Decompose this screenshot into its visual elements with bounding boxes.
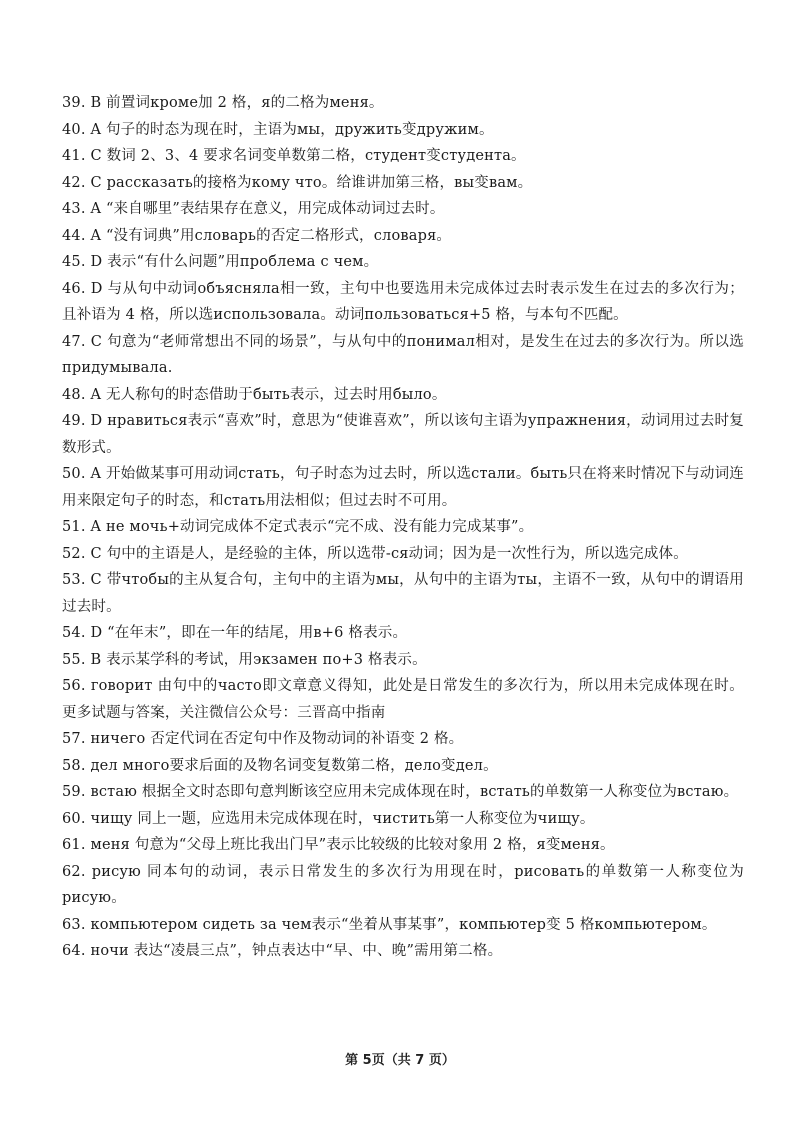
answer-item-51: 51. A не мочь+动词完成体不定式表示“完不成、没有能力完成某事”。 — [62, 519, 534, 535]
answer-item-46: 46. D 与从句中动词объясняла相一致，主句中也要选用未完成体过去时表示发生在过去的多次行为；且补语为 4 格，所以选использовала。动词пользоваться+5 格，与本句不匹配。 — [62, 280, 744, 323]
answer-item-59: 59. встаю 根据全文时态即句意判断该空应用未完成体现在时，встать的单数第一人称变位为встаю。 — [62, 784, 739, 800]
answer-item-63: 63. компьютером сидеть за чем表示“坐着从事某事”，компьютер变 5 格компьютером。 — [62, 916, 717, 933]
answer-item-44: 44. A “没有词典”用словарь的否定二格形式，словаря。 — [62, 227, 452, 244]
answer-item-49: 49. D нравиться表示“喜欢”时，意思为“使谁喜欢”，所以该句主语为упражнения，动词用过去时复数形式。 — [62, 413, 744, 456]
answer-item-39: 39. B 前置词кроме加 2 格，я的二格为меня。 — [62, 95, 384, 111]
answer-item-61: 61. меня 句意为“父母上班比我出门早”表示比较级的比较对象用 2 格，я变меня。 — [62, 837, 615, 853]
answer-item-60: 60. чищу 同上一题，应选用未完成体现在时，чистить第一人称变位为чищу。 — [62, 810, 595, 827]
answer-item-53: 53. C 带чтобы的主从复合句，主句中的主语为мы，从句中的主语为ты，主语不一致，从句中的谓语用过去时。 — [62, 572, 744, 615]
answer-item-47: 47. C 句意为“老师常想出不同的场景”，与从句中的понимал相对，是发生在过去的多次行为。所以选придумывала. — [62, 333, 744, 376]
page-number-footer: 第 5页（共 7 页） — [345, 1053, 455, 1068]
answer-item-58: 58. дел много要求后面的及物名词变复数第二格，дело变дел。 — [62, 757, 498, 774]
answer-item-43: 43. A “来自哪里”表结果存在意义，用完成体动词过去时。 — [62, 201, 445, 217]
answer-list — [62, 90, 744, 965]
answer-item-62: 62. рисую 同本句的动词，表示日常发生的多次行为用现在时，рисовать的单数第一人称变位为рисую。 — [62, 863, 744, 906]
answer-item-41: 41. C 数词 2、3、4 要求名词变单数第二格，студент变студента。 — [62, 148, 526, 164]
answer-item-48: 48. A 无人称句的时态借助于быть表示，过去时用было。 — [62, 386, 447, 403]
answer-item-56: 56. говорит 由句中的часто即文章意义得知，此处是日常发生的多次行为，所以用未完成体现在时。更多试题与答案，关注微信公众号：三晋高中指南 — [62, 678, 744, 721]
answer-item-50: 50. A 开始做某事可用动词стать，句子时态为过去时，所以选стали。быть只在将来时情况下与动词连用来限定句子的时态，和стать用法相似；但过去时不可用。 — [62, 466, 744, 509]
answer-item-54: 54. D “在年末”，即在一年的结尾，用в+6 格表示。 — [62, 625, 408, 641]
answer-item-42: 42. C рассказать的接格为кому что。给谁讲加第三格，вы变вам。 — [62, 174, 533, 191]
answer-item-52: 52. C 句中的主语是人，是经验的主体，所以选带-ся动词；因为是一次性行为，所以选完成体。 — [62, 545, 688, 562]
answer-item-57: 57. ничего 否定代词在否定句中作及物动词的补语变 2 格。 — [62, 731, 464, 747]
answer-item-55: 55. B 表示某学科的考试，用экзамен по+3 格表示。 — [62, 651, 427, 668]
answer-item-40: 40. A 句子的时态为现在时，主语为мы，дружить变дружим。 — [62, 121, 494, 138]
answer-item-45: 45. D 表示“有什么问题”用проблема с чем。 — [62, 254, 379, 270]
answer-item-64: 64. ночи 表达“凌晨三点”，钟点表达中“早、中、晚”需用第二格。 — [62, 943, 503, 959]
